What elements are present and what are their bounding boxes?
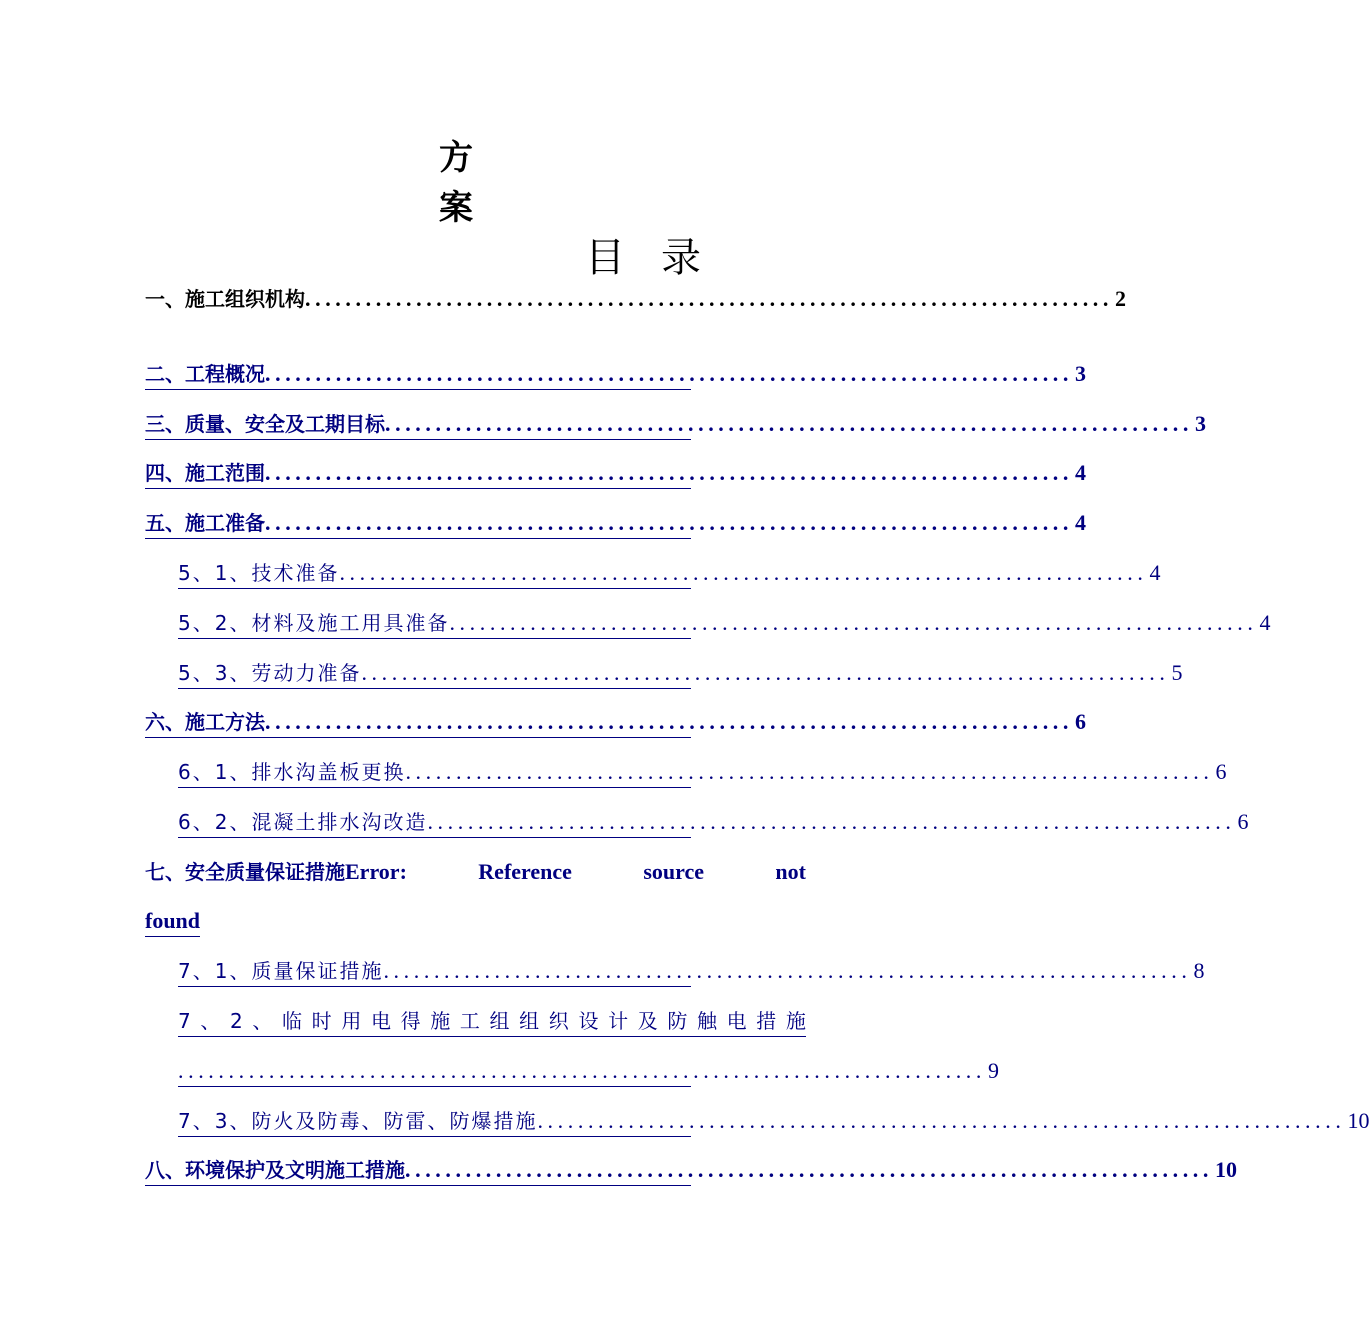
- toc-entry-label-char: 设: [578, 1009, 599, 1033]
- toc-entry-page: 4: [1075, 460, 1086, 485]
- toc-entry-label-char: 组: [489, 1009, 510, 1033]
- toc-subentry-link[interactable]: [178, 757, 1227, 788]
- toc-entry-label-char: 7: [178, 1009, 191, 1033]
- toc-leader-dots: ................................................................................: [383, 958, 1192, 983]
- toc-entry-label-char: 得: [400, 1009, 421, 1033]
- toc-entry-label-char: 电: [726, 1009, 747, 1033]
- toc-leader-dots: ................................................................................: [537, 1108, 1346, 1133]
- toc-entry-link[interactable]: [145, 458, 1086, 489]
- toc-entry-link[interactable]: [145, 359, 1086, 390]
- error-word: Error:: [345, 859, 407, 884]
- toc-entry-error[interactable]: [145, 857, 806, 887]
- toc-entry-label-char: 用: [341, 1009, 362, 1033]
- toc-subentry-link[interactable]: [178, 558, 1161, 589]
- toc-subentry-link[interactable]: [178, 807, 1249, 838]
- toc-leader-dots: ................................................................................: [385, 411, 1193, 436]
- error-word: Reference: [478, 859, 572, 884]
- toc-entry-link[interactable]: [145, 707, 1086, 738]
- toc-entry-label: 二、工程概况: [145, 362, 265, 386]
- toc-entry-label: 六、施工方法: [145, 710, 265, 734]
- toc-entry-link[interactable]: [145, 409, 1206, 440]
- toc-entry-label: 5、1、技术准备: [178, 561, 340, 585]
- toc-entry-label-char: 防: [667, 1009, 688, 1033]
- toc-entry-label-char: 组: [519, 1009, 540, 1033]
- toc-entry-label: 一、施工组织机构: [145, 287, 305, 311]
- toc-entry[interactable]: [145, 284, 1126, 314]
- toc-entry-label: 五、施工准备: [145, 511, 265, 535]
- toc-entry-label-char: 工: [459, 1009, 480, 1033]
- toc-subentry-link[interactable]: [178, 608, 1271, 639]
- toc-leader-dots: ................................................................................: [361, 660, 1170, 685]
- toc-entry-label-char: 时: [311, 1009, 332, 1033]
- toc-leader-dots: ................................................................................: [427, 809, 1236, 834]
- toc-subentry-link[interactable]: [178, 658, 1183, 689]
- toc-entry-label-char: 施: [430, 1009, 451, 1033]
- toc-entry-page: 6: [1075, 709, 1086, 734]
- toc-entry-label-char: 触: [697, 1009, 717, 1033]
- toc-leader-dots: ................................................................................: [265, 361, 1073, 386]
- toc-entry-label: 四、施工范围: [145, 461, 265, 485]
- toc-entry-label-char: 电: [370, 1009, 391, 1033]
- toc-subentry-link-wrapped[interactable]: [178, 1006, 806, 1037]
- toc-entry-label-char: 、: [252, 1009, 273, 1033]
- toc-entry-page: 9: [988, 1058, 999, 1083]
- toc-entry-label: 6、1、排水沟盖板更换: [178, 760, 406, 784]
- toc-entry-label: 7、3、防火及防毒、防雷、防爆措施: [178, 1109, 538, 1133]
- toc-leader-dots: ................................................................................: [265, 709, 1073, 734]
- toc-entry-label-char: 2: [230, 1009, 243, 1033]
- toc-entry-page: 4: [1149, 560, 1161, 585]
- toc-leader-dots: ................................................................................: [265, 510, 1073, 535]
- error-word-found[interactable]: found: [145, 906, 200, 937]
- toc-entry-label-char: 织: [548, 1009, 569, 1033]
- toc-entry-label-char: 、: [200, 1009, 221, 1033]
- toc-leader-dots: ................................................................................: [339, 560, 1148, 585]
- toc-entry-label-char: 及: [637, 1009, 658, 1033]
- toc-entry-page: 10: [1215, 1157, 1237, 1182]
- toc-title: 目录: [585, 235, 737, 281]
- toc-entry-page: 6: [1215, 759, 1227, 784]
- toc-entry-page: 8: [1193, 958, 1205, 983]
- toc-leader-dots: ................................................................................: [405, 759, 1214, 784]
- toc-entry-link[interactable]: [145, 1155, 1237, 1186]
- toc-entry-label: 5、3、劳动力准备: [178, 661, 362, 685]
- toc-entry-label: 八、环境保护及文明施工措施: [145, 1158, 405, 1182]
- error-word: not: [775, 859, 806, 884]
- toc-entry-page: 5: [1171, 660, 1183, 685]
- toc-entry-page: 6: [1237, 809, 1249, 834]
- toc-leader-dots: ................................................................................: [178, 1058, 986, 1083]
- toc-entry-label-char: 临: [282, 1009, 303, 1033]
- toc-leader-dots: ................................................................................: [305, 286, 1113, 311]
- toc-entry-label-char: 计: [608, 1009, 629, 1033]
- toc-leader-dots: ................................................................................: [265, 460, 1073, 485]
- toc-leader-dots: ................................................................................: [449, 610, 1258, 635]
- toc-entry-page: 3: [1075, 361, 1086, 386]
- toc-entry-error-text: [145, 857, 407, 887]
- toc-subentry-continuation[interactable]: [178, 1056, 999, 1087]
- toc-entry-label: 6、2、混凝土排水沟改造: [178, 810, 428, 834]
- toc-entry-page: 2: [1115, 286, 1126, 311]
- toc-entry-page: 10: [1347, 1108, 1369, 1133]
- toc-entry-page: 4: [1075, 510, 1086, 535]
- toc-entry-label: 三、质量、安全及工期目标: [145, 412, 385, 436]
- toc-entry-page: 3: [1195, 411, 1206, 436]
- heading-char-1: 方: [439, 138, 473, 178]
- toc-subentry-link[interactable]: [178, 1106, 1369, 1137]
- toc-entry-link[interactable]: [145, 508, 1086, 539]
- toc-subentry-link[interactable]: [178, 956, 1205, 987]
- toc-entry-label: 5、2、材料及施工用具准备: [178, 611, 450, 635]
- heading-char-2: 案: [439, 188, 473, 228]
- toc-entry-label-char: 施: [785, 1009, 806, 1033]
- toc-entry-label: 七、安全质量保证措施: [145, 860, 345, 884]
- toc-entry-label-char: 措: [756, 1009, 777, 1033]
- error-word: source: [643, 859, 705, 884]
- toc-entry-label: 7、1、质量保证措施: [178, 959, 384, 983]
- toc-entry-page: 4: [1259, 610, 1271, 635]
- toc-leader-dots: ................................................................................: [405, 1157, 1213, 1182]
